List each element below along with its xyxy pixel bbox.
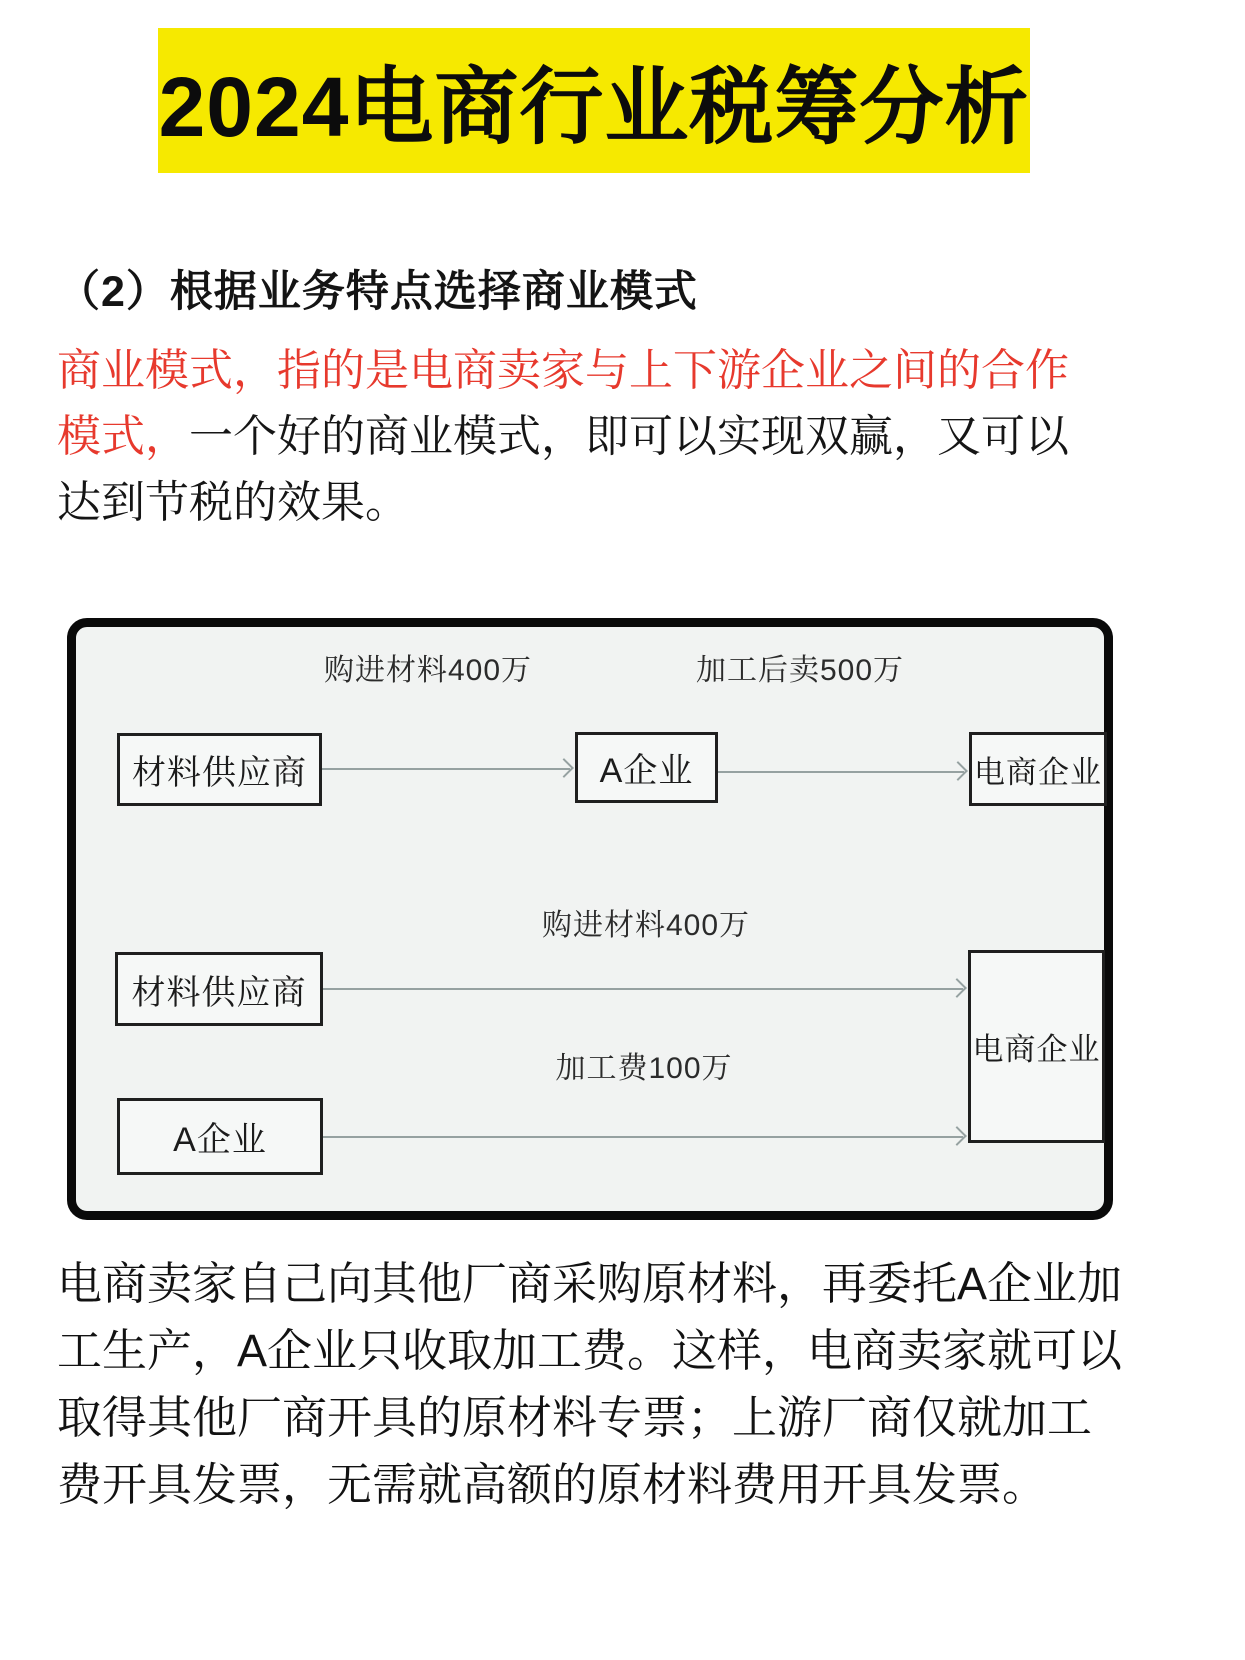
- intro-line-3: [57, 470, 1197, 536]
- flow-label-buy-materials-1: 购进材料400万: [323, 654, 533, 687]
- flow-label-processing-fee: 加工费100万: [555, 1052, 733, 1085]
- flow-label-buy-materials-2: 购进材料400万: [541, 909, 751, 942]
- conclusion-paragraph: [57, 1250, 1207, 1518]
- business-model-diagram: [67, 618, 1113, 1220]
- diagram-canvas: [67, 618, 1113, 1220]
- section-heading: （2）根据业务特点选择商业模式: [57, 268, 698, 316]
- entity-box-company-a-1: A企业: [575, 732, 718, 803]
- intro-paragraph: [57, 338, 1197, 536]
- entity-box-material-supplier-2: 材料供应商: [115, 952, 323, 1026]
- intro-black-text-2: 达到节税的效果。: [57, 478, 409, 527]
- arrow-a-to-ecommerce: [718, 771, 964, 773]
- conclusion-line-4: 费开具发票，无需就高额的原材料费用开具发票。: [57, 1459, 1048, 1510]
- conclusion-line-1: 电商卖家自己向其他厂商采购原材料，再委托A企业加: [57, 1258, 1123, 1309]
- arrow-supplier-to-ecommerce: [323, 988, 963, 990]
- conclusion-line-3: 取得其他厂商开具的原材料专票；上游厂商仅就加工: [57, 1392, 1093, 1443]
- intro-red-text-1: 商业模式，指的是电商卖家与上下游企业之间的合作: [57, 346, 1069, 395]
- conclusion-line-2: 工生产，A企业只收取加工费。这样，电商卖家就可以: [57, 1325, 1123, 1376]
- flow-label-sell-processed: 加工后卖500万: [695, 654, 905, 687]
- intro-line-1: [57, 338, 1197, 404]
- intro-red-text-2: 模式，: [57, 412, 189, 461]
- arrow-supplier-to-a: [322, 768, 570, 770]
- entity-box-material-supplier-1: 材料供应商: [117, 733, 322, 806]
- entity-box-company-a-2: A企业: [117, 1098, 323, 1175]
- title-banner: [158, 28, 1030, 173]
- intro-line-2: [57, 404, 1197, 470]
- entity-box-ecommerce-1: 电商企业: [969, 732, 1107, 806]
- entity-box-ecommerce-2: 电商企业: [968, 950, 1105, 1143]
- page-title: 2024电商行业税筹分析: [158, 60, 1030, 154]
- arrow-a2-to-ecommerce: [323, 1136, 963, 1138]
- intro-black-text-1: 一个好的商业模式，即可以实现双赢，又可以: [189, 412, 1069, 461]
